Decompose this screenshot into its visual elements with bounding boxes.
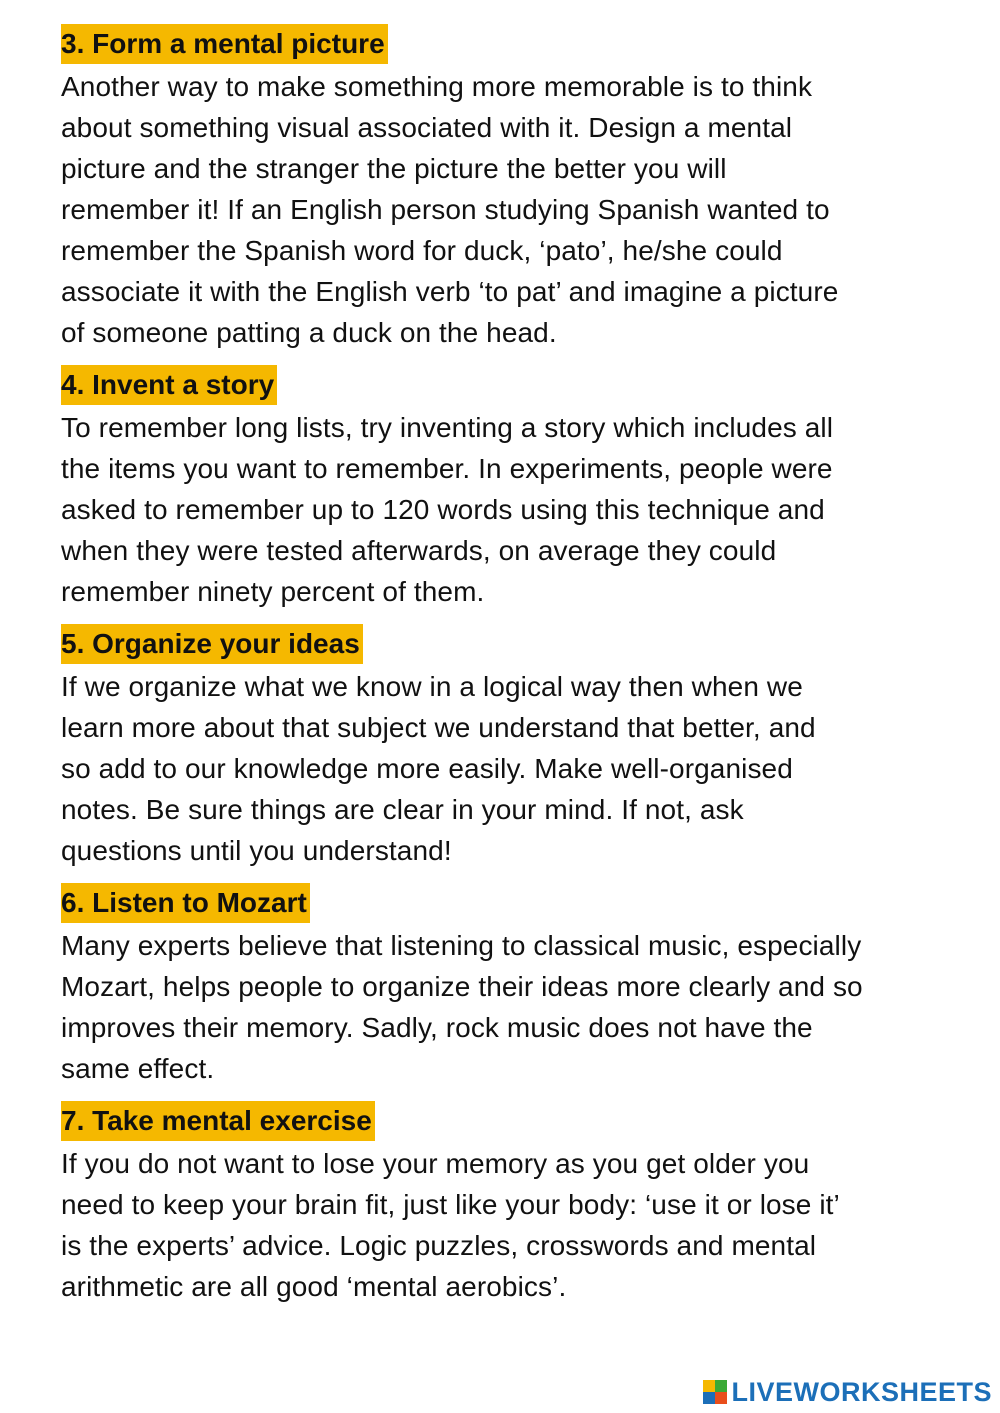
text-line: notes. Be sure things are clear in your mind. If not, ask <box>61 794 744 825</box>
worksheet-page <box>61 24 951 1319</box>
logo-text: LIVEWORKSHEETS <box>731 1376 992 1407</box>
section-body <box>61 1143 951 1307</box>
text-line: improves their memory. Sadly, rock music does not have the <box>61 1012 813 1043</box>
text-line: so add to our knowledge more easily. Make well-organised <box>61 753 793 784</box>
text-line: about something visual associated with it. Design a mental <box>61 112 793 143</box>
text-line: If you do not want to lose your memory as you get older you <box>61 1148 810 1179</box>
section-heading: 5. Organize your ideas <box>61 624 363 664</box>
text-line: remember the Spanish word for duck, ‘pato’, he/she could <box>61 235 783 266</box>
liveworksheets-logo[interactable] <box>703 1375 992 1409</box>
section-mental-exercise <box>61 1101 951 1307</box>
text-line: Many experts believe that listening to classical music, especially <box>61 930 862 961</box>
section-body <box>61 925 951 1089</box>
text-line: need to keep your brain fit, just like your body: ‘use it or lose it’ <box>61 1189 840 1220</box>
section-invent-story <box>61 365 951 612</box>
text-line: same effect. <box>61 1053 215 1084</box>
text-line: arithmetic are all good ‘mental aerobics’. <box>61 1271 567 1302</box>
text-line: remember ninety percent of them. <box>61 576 485 607</box>
section-form-mental-picture <box>61 24 951 353</box>
text-line: when they were tested afterwards, on average they could <box>61 535 777 566</box>
text-line: is the experts’ advice. Logic puzzles, crosswords and mental <box>61 1230 817 1261</box>
text-line: Mozart, helps people to organize their ideas more clearly and so <box>61 971 863 1002</box>
section-heading: 6. Listen to Mozart <box>61 883 310 923</box>
section-body <box>61 66 951 353</box>
text-line: To remember long lists, try inventing a story which includes all <box>61 412 834 443</box>
section-heading: 7. Take mental exercise <box>61 1101 375 1141</box>
text-line: learn more about that subject we understand that better, and <box>61 712 816 743</box>
section-body <box>61 407 951 612</box>
text-line: If we organize what we know in a logical way then when we <box>61 671 803 702</box>
text-line: the items you want to remember. In experiments, people were <box>61 453 833 484</box>
text-line: picture and the stranger the picture the better you will <box>61 153 727 184</box>
section-heading: 4. Invent a story <box>61 365 277 405</box>
text-line: of someone patting a duck on the head. <box>61 317 557 348</box>
text-line: remember it! If an English person studying Spanish wanted to <box>61 194 830 225</box>
section-heading: 3. Form a mental picture <box>61 24 388 64</box>
text-line: questions until you understand! <box>61 835 452 866</box>
section-organize-ideas <box>61 624 951 871</box>
text-line: asked to remember up to 120 words using this technique and <box>61 494 825 525</box>
text-line: Another way to make something more memorable is to think <box>61 71 813 102</box>
section-listen-mozart <box>61 883 951 1089</box>
liveworksheets-logo-icon <box>703 1380 727 1404</box>
section-body <box>61 666 951 871</box>
text-line: associate it with the English verb ‘to pat’ and imagine a picture <box>61 276 839 307</box>
